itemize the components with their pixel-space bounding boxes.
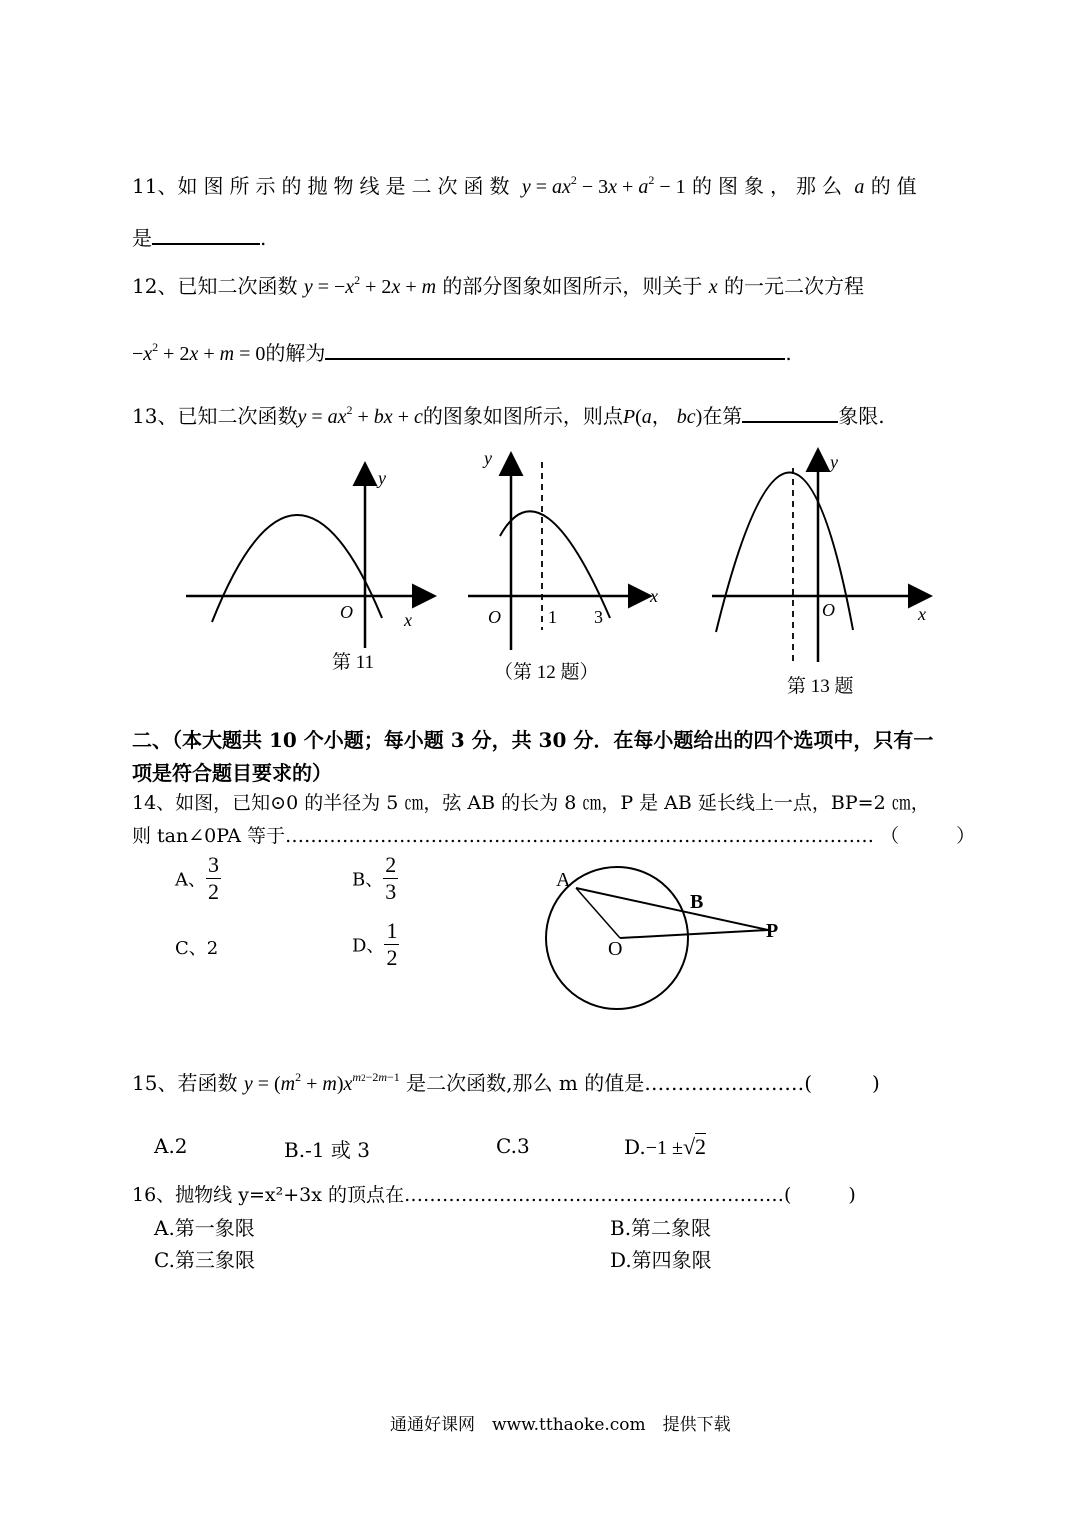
fig13-x-label: x: [918, 604, 926, 624]
page-footer: 通通好课网 www.tthaoke.com 提供下载: [390, 1415, 731, 1435]
q12-line1: [132, 270, 864, 299]
q12-text-c: 的一元二次方程: [724, 274, 865, 298]
q12-line2: [132, 337, 792, 366]
fig12-tick-1: 1: [548, 607, 557, 627]
q15-formula: $y = (m^2 + m)x^{m2-2m-1}$: [243, 1070, 400, 1095]
q14-option-d-fraction: [384, 918, 399, 971]
sqrt-icon: √: [682, 1134, 696, 1159]
q14-option-b-numerator: 2: [385, 852, 397, 877]
fig12-x-label: x: [650, 586, 658, 606]
q15-option-d-expr: −1 ±: [645, 1137, 683, 1159]
fig12-caption: （第 12 题）: [494, 662, 599, 683]
q12-var-x: x: [708, 276, 718, 298]
q14-option-d-label: D、: [352, 935, 385, 957]
fig11-parabola: [212, 515, 382, 622]
fig14-label-O: O: [608, 938, 623, 960]
q14-option-b: [352, 852, 398, 905]
q11-line2: [132, 222, 266, 251]
q13-number: 13、: [132, 404, 178, 428]
q15-option-a: A.2: [154, 1134, 188, 1158]
figures-11-13: [0, 440, 1087, 700]
q16-option-d: D.第四象限: [610, 1248, 712, 1272]
fig14-label-P: P: [766, 920, 779, 942]
q15-stem: [132, 1067, 880, 1096]
fig14-label-B: B: [690, 891, 704, 913]
q15-number: 15、: [132, 1071, 178, 1095]
q15-option-d-prefix: D.: [624, 1135, 646, 1159]
fig12-parabola: [500, 511, 610, 618]
fig13-caption: 第 13 题: [787, 676, 854, 697]
q16-option-c: C.第三象限: [154, 1248, 255, 1272]
q12-answer-blank: [325, 340, 785, 360]
q14-option-a-numerator: 3: [208, 852, 219, 877]
q14-option-a-label: A、: [175, 869, 206, 891]
q16-option-b: B.第二象限: [610, 1216, 712, 1240]
section2-heading-line2: 项是符合题目要求的）: [132, 761, 332, 785]
q13-text-d: 象限.: [838, 404, 885, 428]
fig11-origin: O: [340, 602, 353, 622]
fig13-origin: O: [822, 600, 835, 620]
q14-option-b-denominator: 3: [385, 879, 397, 904]
q16-stem: 16、抛物线 y=x²+3x 的顶点在……………………………………………………( ): [132, 1184, 856, 1206]
q11-text-a: 如图所示的抛物线是二次函数: [177, 174, 516, 198]
q11-number: 11、: [132, 174, 178, 198]
q14-line1: 14、如图，已知⊙0 的半径为 5 ㎝，弦 AB 的长为 8 ㎝，P 是 AB 延长线上一点，BP=2 ㎝，: [132, 792, 930, 814]
fig12-y-label: y: [484, 448, 492, 468]
section2-heading-line1: 二、（本大题共 10 个小题；每小题 3 分，共 30 分．在每小题给出的四个选项中，只有一: [132, 728, 934, 752]
q12-text-b: 的部分图象如图所示，则关于: [442, 274, 703, 298]
q11-line1: [132, 170, 923, 199]
q13-line: [132, 400, 885, 429]
q12-text-d: 的解为: [265, 341, 326, 365]
fig12-origin: O: [488, 607, 501, 627]
fig12-tick-3: 3: [594, 607, 603, 627]
q16-option-a: A.第一象限: [154, 1216, 255, 1240]
q11-text-b: 的图象，那么: [691, 174, 848, 198]
q15-option-d: [624, 1134, 706, 1160]
q13-text-c: 在第: [702, 404, 743, 428]
q14-option-a-denominator: 2: [208, 879, 219, 904]
q12-formula: $y = -x^2 + 2x + m$: [303, 273, 437, 298]
figure-11: [186, 466, 432, 673]
fig11-caption: 第 11: [332, 652, 375, 673]
q14-line2: 则 tan∠0PA 等于………………………………………………………………………………… （ ）: [132, 825, 976, 847]
q14-option-d-denominator: 2: [386, 945, 398, 970]
q14-option-c: C、2: [175, 938, 219, 959]
fig11-x-label: x: [404, 610, 412, 630]
q13-answer-blank: [742, 403, 838, 423]
q11-end: .: [260, 226, 267, 250]
q14-option-b-fraction: [383, 852, 398, 905]
q14-option-a-fraction: [206, 852, 221, 905]
q14-option-b-label: B、: [352, 869, 384, 891]
q14-option-a: [175, 852, 221, 905]
q11-text-c: 的值: [870, 174, 923, 198]
q13-point: P(a， bc): [622, 406, 703, 428]
q15-text-a: 若函数: [177, 1071, 238, 1095]
q11-answer-blank: [152, 225, 260, 245]
fig14-label-A: A: [556, 869, 571, 891]
fig14-line-OP: [620, 930, 768, 938]
q13-formula: $y = ax^2$ + bx + c: [297, 403, 423, 428]
q11-formula: $y = ax^2 - 3x + a^2 - 1$: [521, 173, 686, 198]
figure-12: [468, 448, 658, 683]
figure-14-circle: [540, 860, 800, 1030]
q15-text-b: 是二次函数,那么 m 的值是……………………( ): [406, 1071, 880, 1095]
q13-text-a: 已知二次函数: [177, 404, 298, 428]
q12-text-a: 已知二次函数: [177, 274, 298, 298]
q14-option-d-numerator: 1: [386, 918, 398, 943]
q12-end: .: [785, 341, 792, 365]
q15-option-b: B.-1 或 3: [284, 1138, 370, 1162]
q14-option-d: [352, 918, 399, 971]
q15-option-d-radicand: 2: [695, 1134, 707, 1159]
q13-text-b: 的图象如图所示，则点: [422, 404, 623, 428]
figure-13: [712, 452, 928, 697]
q12-number: 12、: [132, 274, 178, 298]
q12-equation: $-x^2 + 2x + m = 0$: [132, 340, 266, 365]
q15-option-c: C.3: [496, 1134, 530, 1158]
fig13-y-label: y: [830, 452, 838, 472]
q11-line2-start: 是: [132, 226, 152, 250]
q11-var-a: a: [854, 176, 865, 198]
fig11-y-label: y: [378, 468, 386, 488]
